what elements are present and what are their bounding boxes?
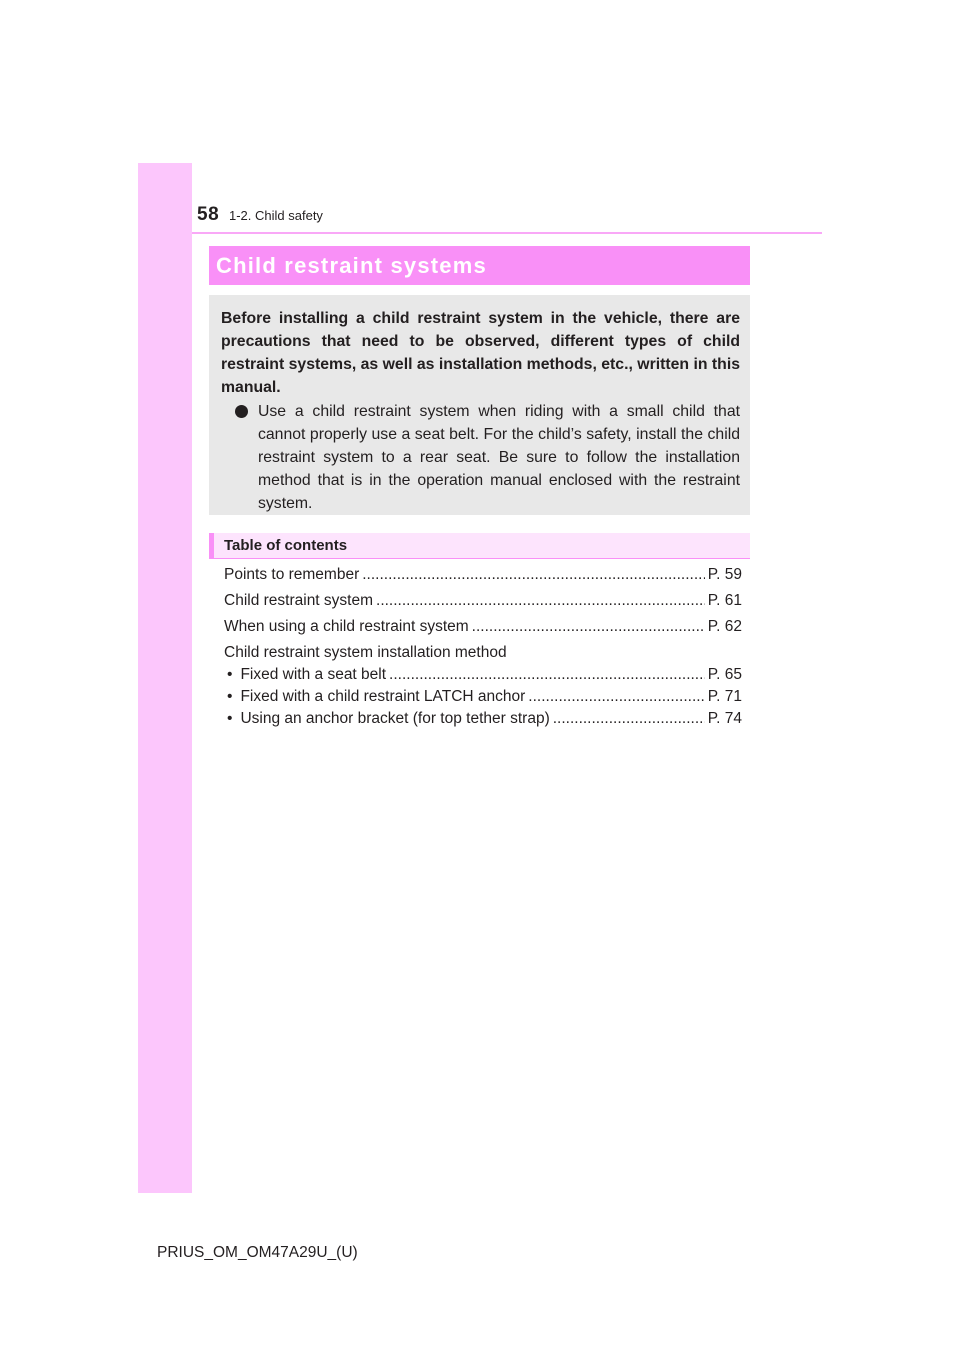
toc-group-heading: Child restraint system installation method	[224, 644, 507, 661]
intro-box	[209, 295, 750, 515]
intro-bullet-text: Use a child restraint system when riding with a small child that cannot properly use a seat belt. For the child’s safety, install the child restraint system to a rear seat. Be sure to follow the installation method that is in the operation manual enclosed with the restraint system.	[258, 403, 740, 512]
footer-doc-id: PRIUS_OM_OM47A29U_(U)	[157, 1244, 358, 1261]
header-divider	[192, 232, 822, 234]
toc-sub-item-label: Using an anchor bracket (for top tether strap)	[240, 710, 550, 727]
toc-sub-item[interactable]	[224, 666, 742, 688]
toc-leader	[389, 666, 705, 684]
side-tab-bar	[138, 163, 192, 1193]
toc-leader	[362, 566, 705, 584]
section-label: 1-2. Child safety	[229, 208, 323, 223]
toc-item[interactable]	[224, 592, 742, 614]
bullet-dot-icon	[235, 405, 248, 418]
toc-sub-item-page: P. 74	[707, 710, 742, 727]
toc-sub-bullet: •	[227, 666, 233, 683]
toc-item-page: P. 59	[707, 566, 742, 583]
toc-item[interactable]	[224, 566, 742, 588]
toc-sub-item-page: P. 65	[707, 666, 742, 683]
page-number: 58	[197, 204, 220, 225]
toc-sub-item[interactable]	[224, 710, 742, 732]
title-banner	[209, 246, 750, 285]
page-title: Child restraint systems	[216, 252, 487, 278]
toc-title: Table of contents	[224, 537, 348, 554]
toc-leader	[528, 688, 705, 706]
toc-header	[209, 533, 750, 559]
toc-sub-bullet: •	[227, 688, 233, 705]
toc-leader	[553, 710, 705, 728]
toc-item-page: P. 62	[707, 618, 742, 635]
toc-item-label: Points to remember	[224, 566, 360, 583]
toc-item-label: Child restraint system	[224, 592, 374, 609]
toc-sub-item-label: Fixed with a seat belt	[240, 666, 387, 683]
toc-list	[224, 566, 742, 732]
toc-leader	[472, 618, 705, 636]
intro-text: Before installing a child restraint system in the vehicle, there are precautions that need to be observed, different types of child restraint systems, as well as installation methods, etc., written in this manual.	[221, 310, 740, 396]
toc-leader	[376, 592, 705, 610]
toc-sub-item-label: Fixed with a child restraint LATCH anchor	[240, 688, 526, 705]
toc-sub-item[interactable]	[224, 688, 742, 710]
toc-sub-bullet: •	[227, 710, 233, 727]
toc-item[interactable]	[224, 618, 742, 640]
intro-bullet	[221, 400, 740, 515]
toc-sub-item-page: P. 71	[707, 688, 742, 705]
toc-item-page: P. 61	[707, 592, 742, 609]
toc-item-label: When using a child restraint system	[224, 618, 469, 635]
